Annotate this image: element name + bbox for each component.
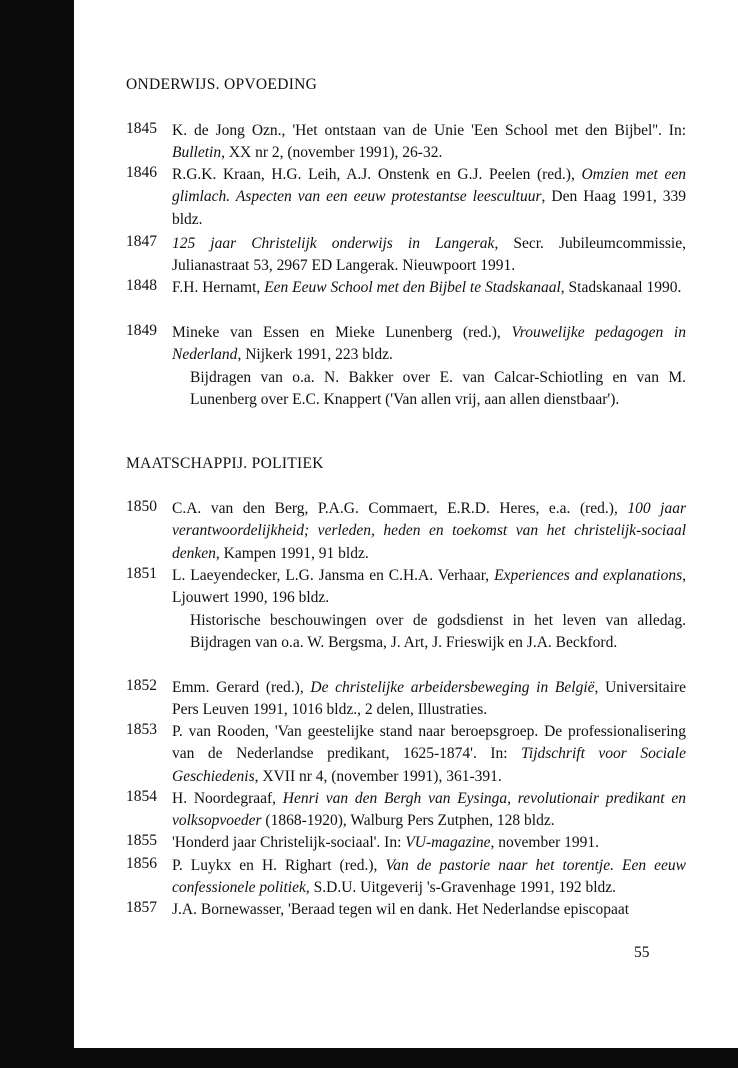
entry-title-italic: Tijdschrift voor Sociale Geschiedenis: [172, 745, 686, 785]
entry-1845: [126, 120, 686, 165]
entry-number: 1854: [126, 788, 157, 805]
entry-number: 1849: [126, 322, 157, 339]
entry-number: 1857: [126, 899, 157, 916]
entry-title-italic: Experiences and explanations: [494, 567, 683, 584]
entry-text: [172, 233, 686, 278]
entry-text-run: F.H. Hernamt,: [172, 279, 265, 296]
entry-text-run: , Ljouwert 1990, 196 bldz.: [172, 567, 686, 607]
entry-text-run: P. van Rooden, 'Van geestelijke stand naar beroepsgroep. De professionalisering van de Nederlandse predikant, 1625-1874'. In:: [172, 723, 686, 763]
entry-1847: [126, 233, 686, 278]
entry-number: 1847: [126, 233, 157, 250]
entry-1846: [126, 164, 686, 231]
entry-1848: [126, 277, 686, 299]
entry-text-run: L. Laeyendecker, L.G. Jansma en C.H.A. Verhaar,: [172, 567, 495, 584]
entry-number: 1846: [126, 164, 157, 181]
entry-title-italic: 100 jaar verantwoordelijkheid; verleden, heden en toekomst van het christelijk-sociaal denken: [172, 500, 686, 562]
entry-text-run: , Stadskanaal 1990.: [560, 279, 682, 296]
entry-text-run: J.A. Bornewasser, 'Beraad tegen wil en dank. Het Nederlandse episcopaat: [172, 901, 630, 918]
entry-title-italic: Een Eeuw School met den Bijbel te Stadskanaal: [264, 279, 561, 296]
entry-text-run: , Universitaire Pers Leuven 1991, 1016 bldz., 2 delen, Illustraties.: [172, 679, 686, 719]
entry-text: [172, 677, 686, 722]
entry-text-run: P. Luykx en H. Righart (red.),: [172, 857, 386, 874]
entry-text-run: (1868-1920), Walburg Pers Zutphen, 128 bldz.: [261, 812, 555, 830]
entry-1856: [126, 855, 686, 900]
document-page: [74, 0, 688, 1048]
entry-text: [172, 277, 686, 299]
entry-text: [172, 855, 686, 900]
entry-number: 1851: [126, 565, 157, 582]
entry-annotation: Historische beschouwingen over de godsdienst in het leven van alledag. Bijdragen van o.a. W. Bergsma, J. Art, J. Frieswijk en J.A. Beckford.: [190, 611, 686, 651]
entry-text: [172, 498, 686, 565]
entry-1857: [126, 899, 686, 921]
entry-1850: [126, 498, 686, 565]
entry-title-italic: 125 jaar Christelijk onderwijs in Langerak: [172, 235, 495, 252]
entry-text-run: , XX nr 2, (november 1991), 26-32.: [221, 144, 443, 162]
entry-annotation: Bijdragen van o.a. N. Bakker over E. van Calcar-Schiotling en van M. Lunenberg over E.C. Knappert ('Van allen vrij, aan allen dienstbaar').: [190, 368, 686, 408]
entry-text-run: , Den Haag 1991, 339 bldz.: [172, 188, 686, 228]
entry-text: [172, 832, 686, 854]
entry-1854: [126, 788, 686, 833]
entry-text: [172, 164, 686, 231]
entry-number: 1852: [126, 677, 157, 694]
scan-bottom-border: [0, 1048, 738, 1068]
entry-text-run: 'Honderd jaar Christelijk-sociaal'. In:: [172, 834, 406, 851]
entry-text-run: Mineke van Essen en Mieke Lunenberg (red.),: [172, 324, 512, 341]
entry-text-run: , XVII nr 4, (november 1991), 361-391.: [254, 767, 502, 785]
entry-1852: [126, 677, 686, 722]
entry-text-run: Emm. Gerard (red.),: [172, 679, 311, 696]
entry-title-italic: Vrouwelijke pedagogen in Nederland: [172, 324, 686, 364]
entry-text: [172, 721, 686, 788]
entry-1855: [126, 832, 686, 854]
entry-text-run: , S.D.U. Uitgeverij 's-Gravenhage 1991, 192 bldz.: [305, 879, 617, 897]
entry-number: 1845: [126, 120, 157, 137]
page-number: 55: [634, 944, 650, 961]
section-heading-maatschappij: MAATSCHAPPIJ. POLITIEK: [126, 455, 324, 472]
entry-text: [172, 120, 686, 165]
entry-title-italic: VU-magazine: [405, 834, 491, 851]
entry-text-run: , Secr. Jubileumcommissie, Julianastraat 53, 2967 ED Langerak. Nieuwpoort 1991.: [172, 235, 686, 275]
entry-number: 1850: [126, 498, 157, 515]
entry-title-italic: De christelijke arbeidersbeweging in België: [310, 679, 595, 696]
entry-text-run: , Nijkerk 1991, 223 bldz.: [237, 346, 393, 364]
entry-number: 1855: [126, 832, 157, 849]
entry-title-italic: Bulletin: [172, 144, 222, 162]
entry-text-run: , november 1991.: [490, 834, 600, 851]
entry-text-run: C.A. van den Berg, P.A.G. Commaert, E.R.D. Heres, e.a. (red.),: [172, 500, 628, 517]
entry-1849: [126, 322, 686, 411]
entry-text-run: R.G.K. Kraan, H.G. Leih, A.J. Onstenk en G.J. Peelen (red.),: [172, 166, 582, 183]
entry-title-italic: Omzien met een glimlach. Aspecten van een eeuw protestantse leescultuur: [172, 166, 686, 206]
entry-text-run: K. de Jong Ozn., 'Het ontstaan van de Unie 'Een School met den Bijbel''. In:: [172, 122, 686, 139]
entry-1851: [126, 565, 686, 654]
entry-text: [172, 788, 686, 833]
entry-number: 1853: [126, 721, 157, 738]
entry-text: [172, 899, 686, 921]
entry-text: [172, 565, 686, 654]
scan-left-border: [0, 0, 74, 1068]
entry-number: 1856: [126, 855, 157, 872]
entry-title-italic: Van de pastorie naar het torentje. Een eeuw confessionele politiek: [172, 857, 686, 897]
section-heading-onderwijs: ONDERWIJS. OPVOEDING: [126, 76, 318, 93]
entry-number: 1848: [126, 277, 157, 294]
entry-1853: [126, 721, 686, 788]
entry-text: [172, 322, 686, 411]
entry-text-run: H. Noordegraaf,: [172, 790, 283, 807]
entry-text-run: , Kampen 1991, 91 bldz.: [215, 544, 369, 562]
entry-title-italic: Henri van den Bergh van Eysinga, revolutionair predikant en volksopvoeder: [172, 790, 686, 830]
